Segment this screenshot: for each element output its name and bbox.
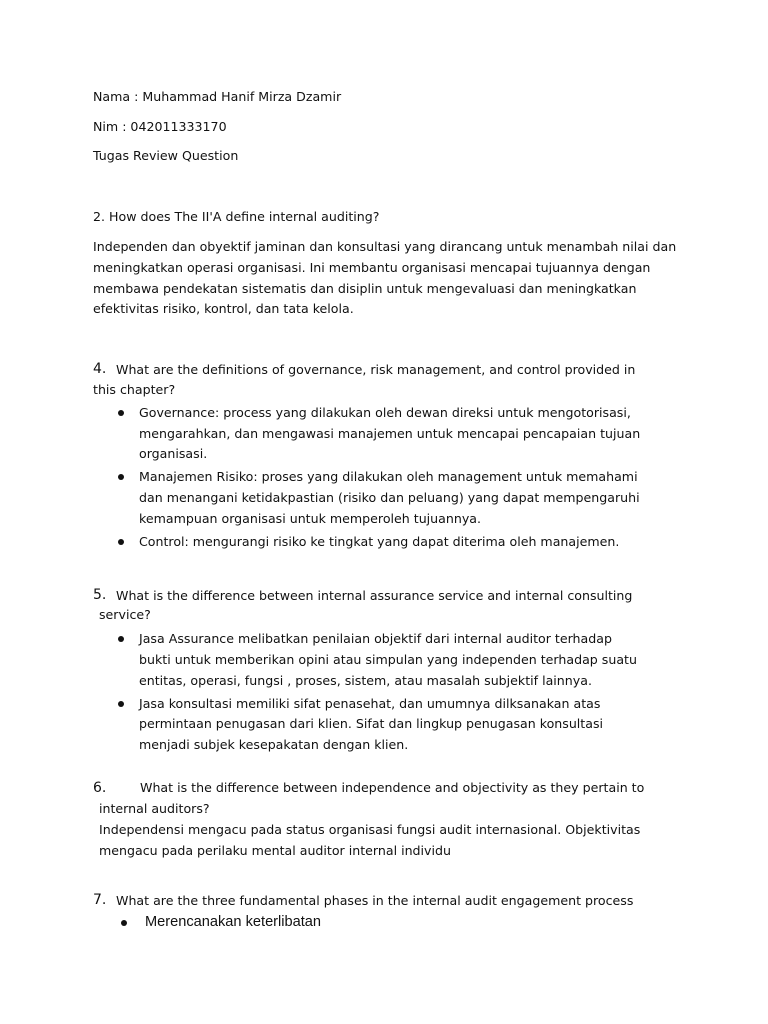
question-6-number: 6.	[93, 780, 107, 796]
student-id: Nim : 042011333170	[93, 119, 227, 134]
question-6-line: What is the difference between independence and objectivity as they pertain to	[140, 780, 645, 795]
question-2: 2. How does The II'A define internal auditing?	[93, 209, 380, 224]
bullet-text: Control: mengurangi risiko ke tingkat yang dapat diterima oleh manajemen.	[139, 534, 620, 549]
bullet-text: Merencanakan keterlibatan	[145, 914, 322, 930]
question-5-line: What is the difference between internal assurance service and internal consulting	[116, 588, 633, 603]
bullet-text: Governance: process yang dilakukan oleh dewan direksi untuk mengotorisasi,	[139, 405, 631, 420]
answer-2-line: efektivitas risiko, kontrol, dan tata kelola.	[93, 301, 354, 316]
question-7-line: What are the three fundamental phases in the internal audit engagement process	[116, 893, 634, 908]
question-6-line: internal auditors?	[99, 801, 210, 816]
question-5-line: service?	[99, 607, 151, 622]
answer-2-line: membawa pendekatan sistematis dan disiplin untuk mengevaluasi dan meningkatkan	[93, 281, 637, 296]
bullet-icon	[118, 539, 124, 545]
bullet-text: menjadi subjek kesepakatan dengan klien.	[139, 737, 409, 752]
question-4-line: this chapter?	[93, 382, 176, 397]
bullet-text: organisasi.	[139, 446, 208, 461]
question-7-number: 7.	[93, 892, 107, 908]
answer-6-line: Independensi mengacu pada status organisasi fungsi audit internasional. Objektivitas	[99, 822, 641, 837]
bullet-icon	[118, 701, 124, 707]
bullet-text: kemampuan organisasi untuk memperoleh tujuannya.	[139, 511, 482, 526]
bullet-text: Jasa Assurance melibatkan penilaian objektif dari internal auditor terhadap	[139, 631, 612, 646]
question-4-number: 4.	[93, 361, 107, 377]
student-name: Nama : Muhammad Hanif Mirza Dzamir	[93, 89, 342, 104]
bullet-icon	[118, 474, 124, 480]
bullet-text: mengarahkan, dan mengawasi manajemen untuk mencapai pencapaian tujuan	[139, 426, 641, 441]
bullet-text: dan menangani ketidakpastian (risiko dan peluang) yang dapat mempengaruhi	[139, 490, 640, 505]
bullet-text: entitas, operasi, fungsi , proses, sistem, atau masalah subjektif lainnya.	[139, 673, 592, 688]
bullet-text: Manajemen Risiko: proses yang dilakukan oleh management untuk memahami	[139, 469, 638, 484]
bullet-text: Jasa konsultasi memiliki sifat penasehat, dan umumnya dilksanakan atas	[139, 696, 601, 711]
bullet-icon	[118, 410, 124, 416]
answer-6-line: mengacu pada perilaku mental auditor internal individu	[99, 843, 451, 858]
bullet-text: bukti untuk memberikan opini atau simpulan yang independen terhadap suatu	[139, 652, 637, 667]
question-5-number: 5.	[93, 587, 107, 603]
bullet-icon	[121, 920, 127, 926]
answer-2-line: Independen dan obyektif jaminan dan konsultasi yang dirancang untuk menambah nilai dan	[93, 239, 677, 254]
question-4-line: What are the definitions of governance, risk management, and control provided in	[116, 362, 636, 377]
answer-2-line: meningkatkan operasi organisasi. Ini membantu organisasi mencapai tujuannya dengan	[93, 260, 651, 275]
assignment-title: Tugas Review Question	[93, 148, 239, 163]
bullet-text: permintaan penugasan dari klien. Sifat dan lingkup penugasan konsultasi	[139, 716, 604, 731]
bullet-icon	[118, 636, 124, 642]
